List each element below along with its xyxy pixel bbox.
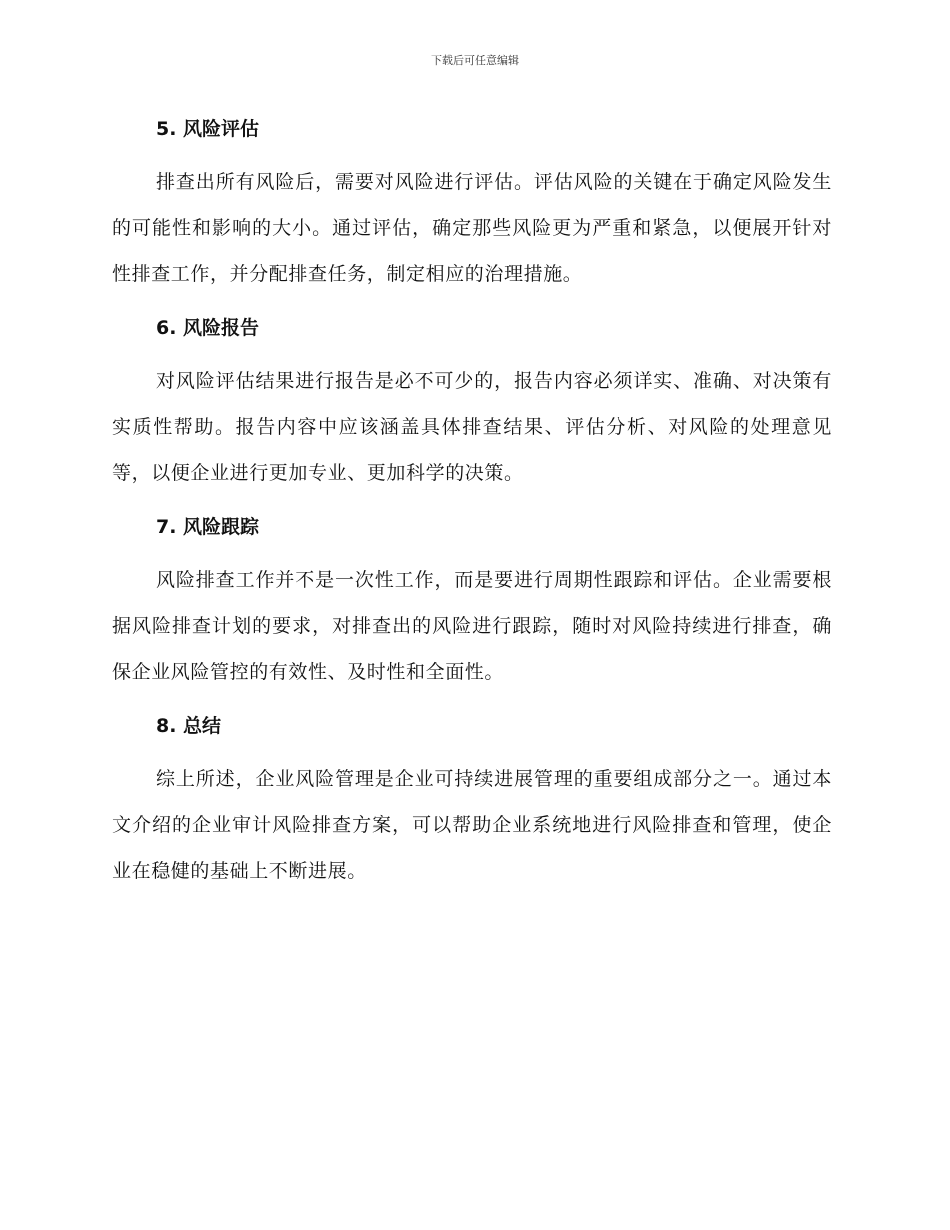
section-paragraph: 对风险评估结果进行报告是必不可少的，报告内容必须详实、准确、对决策有实质性帮助。报告内容中应该涵盖具体排查结果、评估分析、对风险的处理意见等，以便企业进行更加专业、更加科学的决策。: [112, 370, 832, 484]
section-risk-report: [112, 311, 832, 496]
page-header-note: 下载后可任意编辑: [431, 54, 519, 67]
section-paragraph: 排查出所有风险后，需要对风险进行评估。评估风险的关键在于确定风险发生的可能性和影响的大小。通过评估，确定那些风险更为严重和紧急，以便展开针对性排查工作，并分配排查任务，制定相应的治理措施。: [112, 171, 832, 285]
section-paragraph: 综上所述，企业风险管理是企业可持续进展管理的重要组成部分之一。通过本文介绍的企业审计风险排查方案，可以帮助企业系统地进行风险排查和管理，使企业在稳健的基础上不断进展。: [112, 768, 832, 882]
document-body: [112, 112, 832, 908]
section-heading: 7. 风险跟踪: [156, 516, 260, 538]
section-summary: [112, 709, 832, 894]
section-risk-assessment: [112, 112, 832, 297]
section-paragraph: 风险排查工作并不是一次性工作，而是要进行周期性跟踪和评估。企业需要根据风险排查计划的要求，对排查出的风险进行跟踪，随时对风险持续进行排查，确保企业风险管控的有效性、及时性和全面性。: [112, 569, 832, 683]
section-heading: 8. 总结: [156, 715, 222, 737]
section-heading: 5. 风险评估: [156, 118, 260, 140]
section-risk-tracking: [112, 510, 832, 695]
section-heading: 6. 风险报告: [156, 317, 260, 339]
